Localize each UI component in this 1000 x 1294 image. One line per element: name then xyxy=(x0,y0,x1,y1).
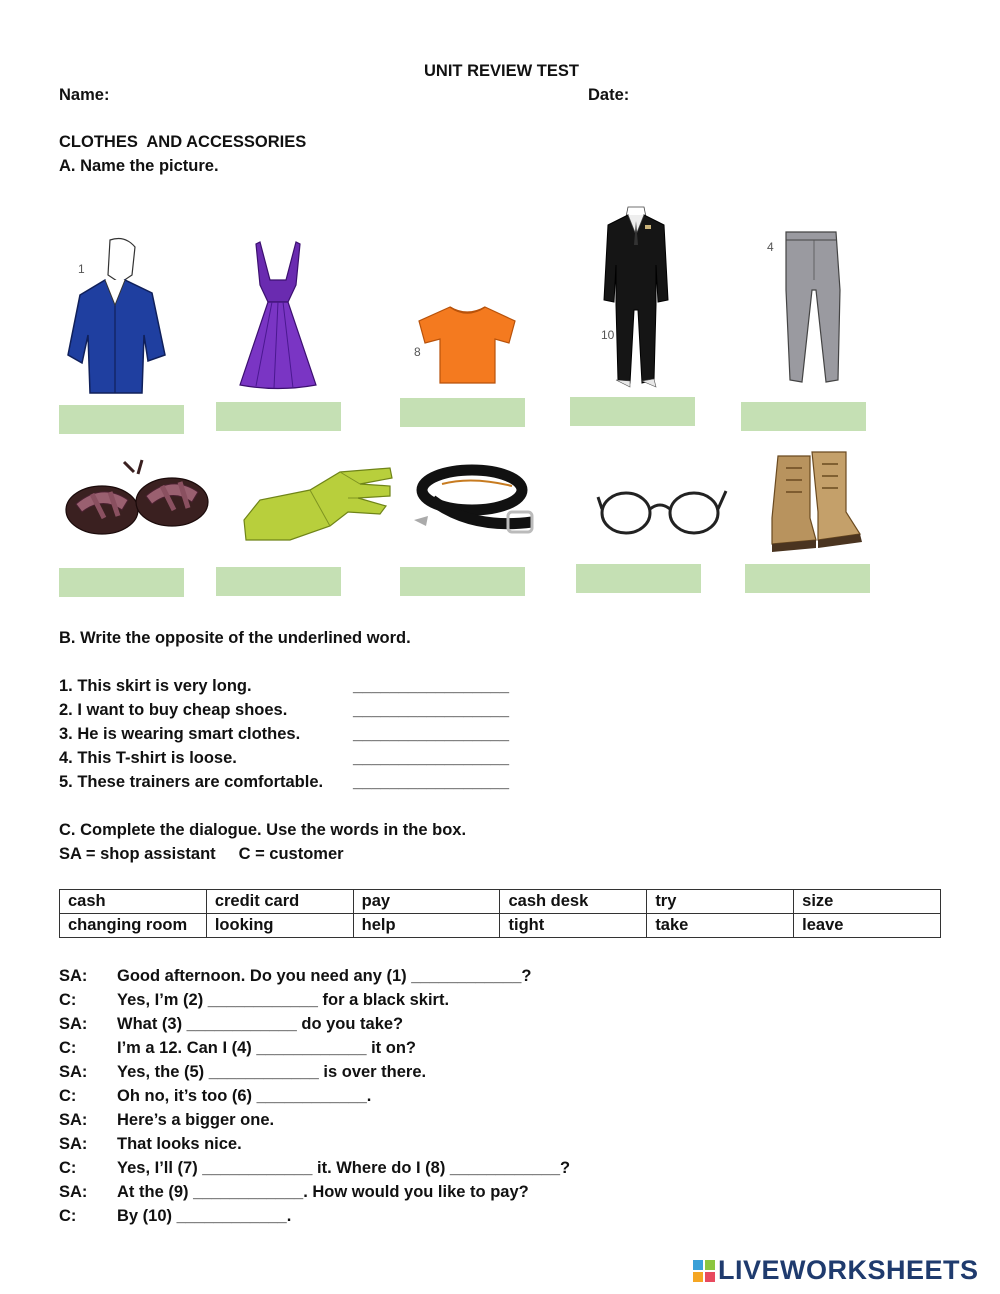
word-box-cell: take xyxy=(647,914,794,938)
dialogue-speaker: C: xyxy=(59,1159,77,1177)
answer-box-sandals[interactable] xyxy=(59,568,184,597)
answer-box-belt[interactable] xyxy=(400,567,525,596)
word-box-cell: cash desk xyxy=(500,890,647,914)
belt-picture xyxy=(412,460,547,545)
dialogue-line[interactable]: Yes, I’ll (7) ____________ it. Where do I (8) ____________? xyxy=(117,1159,571,1177)
answer-box-dress[interactable] xyxy=(216,402,341,431)
gloves-picture xyxy=(240,460,395,545)
dialogue-speaker: SA: xyxy=(59,1015,88,1033)
date-label: Date: xyxy=(588,86,630,104)
answer-box-t-shirt[interactable] xyxy=(400,398,525,427)
opposite-item-text: 4. This T-shirt is loose. xyxy=(59,749,237,767)
dialogue-line[interactable]: What (3) ____________ do you take? xyxy=(117,1015,404,1033)
part-c-instruction: C. Complete the dialogue. Use the words in the box. xyxy=(59,821,467,839)
word-box-cell: cash xyxy=(60,890,207,914)
opposite-item-blank[interactable]: _________________ xyxy=(353,677,510,695)
dialogue-line[interactable]: Oh no, it’s too (6) ____________. xyxy=(117,1087,372,1105)
opposite-item-blank[interactable]: _________________ xyxy=(353,725,510,743)
opposite-item-text: 2. I want to buy cheap shoes. xyxy=(59,701,288,719)
opposite-item-blank[interactable]: _________________ xyxy=(353,701,510,719)
t-shirt-picture xyxy=(415,303,520,385)
dialogue-speaker: C: xyxy=(59,1207,77,1225)
part-b-instruction: B. Write the opposite of the underlined word. xyxy=(59,629,411,647)
speaker-legend: SA = shop assistant C = customer xyxy=(59,845,344,863)
dialogue-speaker: SA: xyxy=(59,1135,88,1153)
word-box-row xyxy=(60,890,941,914)
answer-box-trousers[interactable] xyxy=(741,402,866,431)
liveworksheets-logo xyxy=(693,1255,979,1286)
answer-box-glasses[interactable] xyxy=(576,564,701,593)
word-box-row xyxy=(60,914,941,938)
picture-number: 1 xyxy=(78,262,85,276)
word-box-cell: pay xyxy=(353,890,500,914)
sandals-picture xyxy=(62,452,214,544)
answer-box-boots[interactable] xyxy=(745,564,870,593)
boots-picture xyxy=(768,448,864,554)
logo-text: LIVEWORKSHEETS xyxy=(718,1255,979,1285)
glasses-picture xyxy=(596,483,732,538)
word-box-cell: tight xyxy=(500,914,647,938)
dialogue-line[interactable]: Yes, I’m (2) ____________ for a black skirt. xyxy=(117,991,450,1009)
word-box-cell: credit card xyxy=(206,890,353,914)
word-box-cell: try xyxy=(647,890,794,914)
dialogue-speaker: SA: xyxy=(59,967,88,985)
dialogue-line[interactable]: Good afternoon. Do you need any (1) ____________? xyxy=(117,967,532,985)
word-box-cell: size xyxy=(794,890,941,914)
dress-picture xyxy=(238,240,318,392)
opposite-item-text: 3. He is wearing smart clothes. xyxy=(59,725,301,743)
dialogue-line[interactable]: Yes, the (5) ____________ is over there. xyxy=(117,1063,427,1081)
picture-number: 8 xyxy=(414,345,421,359)
opposite-item-blank[interactable]: _________________ xyxy=(353,773,510,791)
dialogue-line[interactable]: At the (9) ____________. How would you like to pay? xyxy=(117,1183,529,1201)
word-box-cell: changing room xyxy=(60,914,207,938)
page-title: UNIT REVIEW TEST xyxy=(424,62,579,80)
dialogue-speaker: SA: xyxy=(59,1111,88,1129)
answer-box-gloves[interactable] xyxy=(216,567,341,596)
part-a-instruction: A. Name the picture. xyxy=(59,157,219,175)
dialogue-speaker: C: xyxy=(59,1039,77,1057)
dialogue-speaker: C: xyxy=(59,1087,77,1105)
trousers-picture xyxy=(780,230,846,390)
word-box xyxy=(59,889,941,938)
word-box-cell: leave xyxy=(794,914,941,938)
dialogue-speaker: C: xyxy=(59,991,77,1009)
shirt-picture xyxy=(60,235,170,395)
word-box-cell: help xyxy=(353,914,500,938)
opposite-item-blank[interactable]: _________________ xyxy=(353,749,510,767)
picture-number: 10 xyxy=(601,328,615,342)
answer-box-shirt[interactable] xyxy=(59,405,184,434)
name-label: Name: xyxy=(59,86,110,104)
dialogue-line[interactable]: By (10) ____________. xyxy=(117,1207,292,1225)
dialogue-speaker: SA: xyxy=(59,1183,88,1201)
section-title: CLOTHES AND ACCESSORIES xyxy=(59,133,307,151)
opposite-item-text: 1. This skirt is very long. xyxy=(59,677,252,695)
dialogue-line: That looks nice. xyxy=(117,1135,242,1153)
logo-blocks-icon xyxy=(693,1260,715,1282)
opposite-item-text: 5. These trainers are comfortable. xyxy=(59,773,324,791)
picture-number: 4 xyxy=(767,240,774,254)
suit-picture xyxy=(600,205,672,390)
word-box-cell: looking xyxy=(206,914,353,938)
answer-box-suit[interactable] xyxy=(570,397,695,426)
dialogue-line[interactable]: I’m a 12. Can I (4) ____________ it on? xyxy=(117,1039,416,1057)
dialogue-line: Here’s a bigger one. xyxy=(117,1111,275,1129)
dialogue-speaker: SA: xyxy=(59,1063,88,1081)
